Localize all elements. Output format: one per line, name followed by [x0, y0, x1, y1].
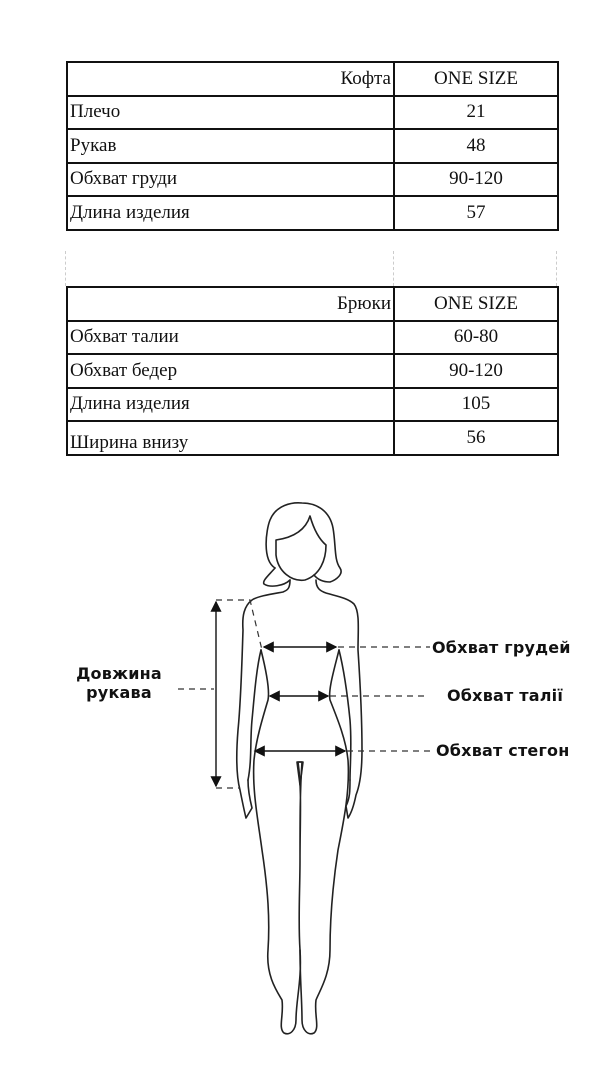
- table-row: [67, 354, 558, 388]
- measure-value: 90-120: [394, 163, 558, 197]
- table-header-row: [67, 62, 558, 96]
- measure-value: 105: [394, 388, 558, 422]
- body-silhouette-icon: [0, 490, 600, 1061]
- top-size-table: [66, 61, 559, 231]
- table-row: [67, 321, 558, 355]
- bust-label: Обхват грудей: [432, 638, 571, 657]
- measure-value: 56: [394, 421, 558, 455]
- measure-label: Длина изделия: [67, 196, 394, 230]
- garment-name: Кофта: [67, 62, 394, 96]
- table-row: [67, 163, 558, 197]
- bottom-size-table: [66, 286, 559, 456]
- sleeve-label-line2: рукава: [86, 683, 152, 702]
- sleeve-length-label: [71, 664, 167, 702]
- measure-label: Обхват талии: [67, 321, 394, 355]
- table-spacer: [65, 251, 557, 286]
- waist-label: Обхват талії: [447, 686, 564, 705]
- measure-value: 90-120: [394, 354, 558, 388]
- measure-value: 48: [394, 129, 558, 163]
- measure-label: Длина изделия: [67, 388, 394, 422]
- size-header: ONE SIZE: [394, 287, 558, 321]
- hips-label: Обхват стегон: [436, 741, 570, 760]
- garment-name: Брюки: [67, 287, 394, 321]
- measure-label: Обхват бедер: [67, 354, 394, 388]
- sleeve-label-line1: Довжина: [76, 664, 162, 683]
- measure-label: Плечо: [67, 96, 394, 130]
- table-row: [67, 388, 558, 422]
- measurement-figure: [0, 490, 600, 1061]
- measure-value: 57: [394, 196, 558, 230]
- table-row: [67, 421, 558, 455]
- measure-label: Ширина внизу: [67, 421, 394, 455]
- measure-value: 21: [394, 96, 558, 130]
- table-header-row: [67, 287, 558, 321]
- table-row: [67, 96, 558, 130]
- measure-value: 60-80: [394, 321, 558, 355]
- measure-label: Обхват груди: [67, 163, 394, 197]
- measure-label: Рукав: [67, 129, 394, 163]
- table-row: [67, 129, 558, 163]
- table-row: [67, 196, 558, 230]
- size-header: ONE SIZE: [394, 62, 558, 96]
